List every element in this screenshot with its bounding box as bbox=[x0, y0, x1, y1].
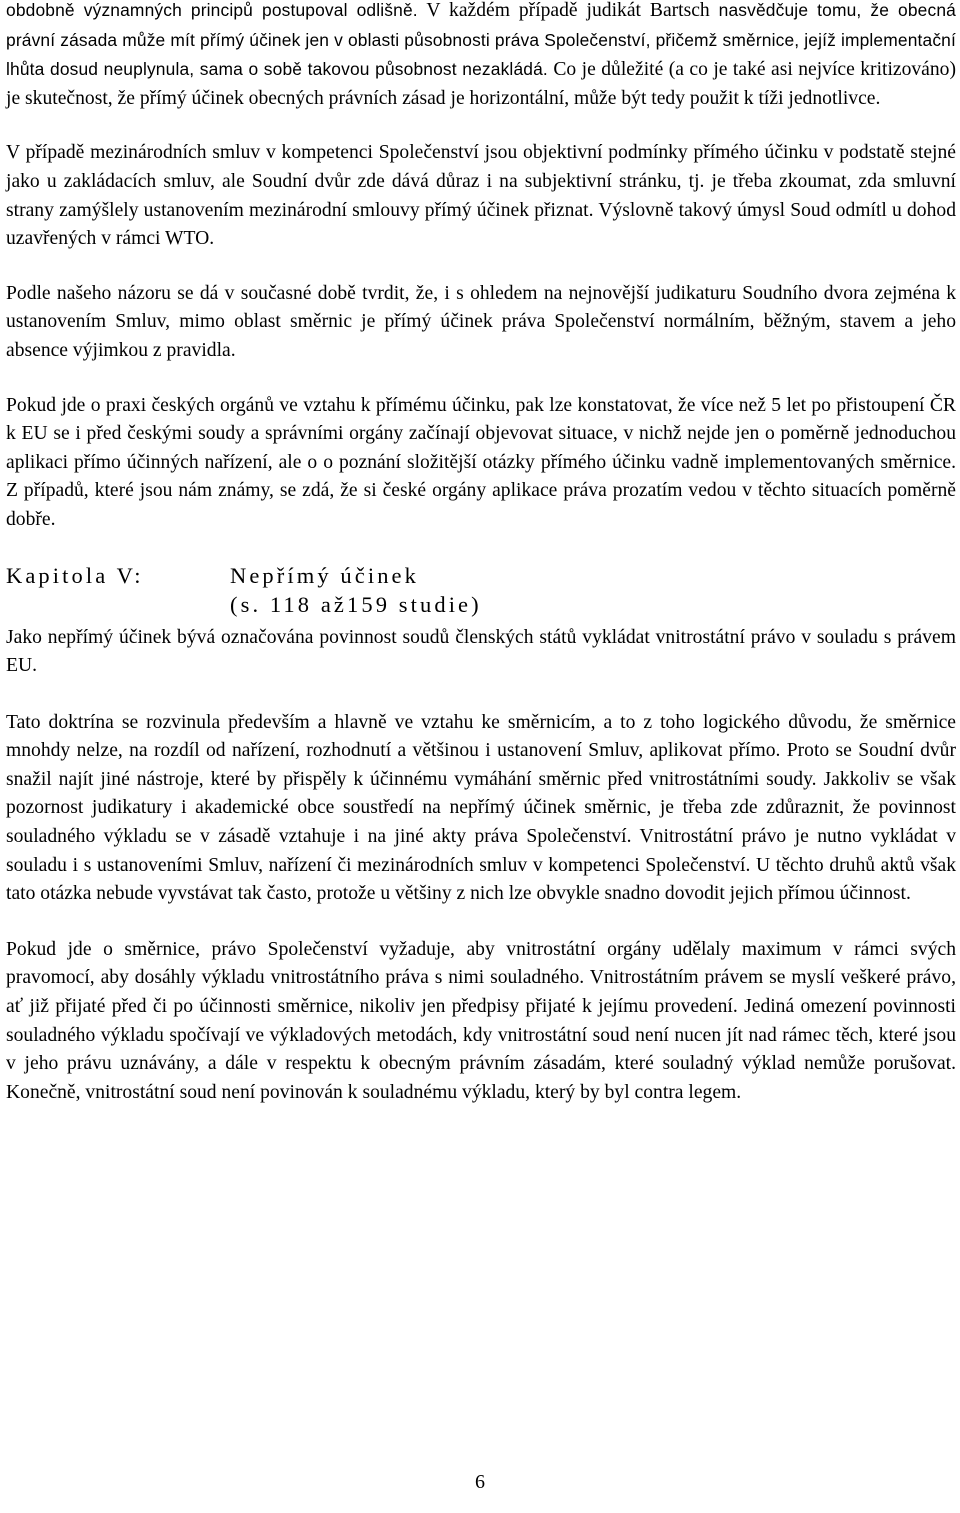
paragraph-2: V případě mezinárodních smluv v kompetenci Společenství jsou objektivní podmínky přímého účinku v podstatě stejné jako u zakládacích smluv, ale Soudní dvůr zde dává důraz i na subjektivní stránku, tj. je třeba zkoumat, zda smluvní strany zamýšlely ustanovením mezinárodní smlouvy přímý účinek přiznat. Výslovně takový úmysl Soud odmítl u dohod uzavřených v rámci WTO. bbox=[6, 142, 956, 250]
paragraph-7: Pokud jde o směrnice, právo Společenství vyžaduje, aby vnitrostátní orgány udělaly maximum v rámci svých pravomocí, aby dosáhly výkladu vnitrostátního práva s nimi souladného. Vnitrostátním právem se myslí veškeré právo, ať již přijaté před či po účinnosti směrnice, nikoliv jen předpisy přijaté k jejímu provedení. Jediná omezení povinnosti souladného výkladu spočívají ve výkladových metodách, kdy vnitrostátní soud není nucen jít nad rámec těch, které jsou v jeho právu uznávány, a dále v respektu k obecným právním zásadám, které souladný výklad nemůže porušovat. Konečně, vnitrostátní soud není povinován k souladnému výkladu, který by byl contra legem. bbox=[6, 938, 956, 1103]
chapter-title: Nepřímý účinek bbox=[230, 562, 419, 588]
paragraph-3: Podle našeho názoru se dá v současné době tvrdit, že, i s ohledem na nejnovější judikaturu Soudního dvora zejména k ustanovením Smluv, mimo oblast směrnic je přímý účinek práva Společenství normálním, běžným, stavem a jeho absence výjimkou z pravidla. bbox=[6, 282, 956, 361]
page-number: 6 bbox=[475, 1471, 485, 1493]
paragraph-1-serif-part-2: Co je důležité (a co je také asi nejvíce kritizováno) je skutečnost, že přímý účinek obecných právních zásad je horizontální, může být tedy použit k tíži jednotlivce. bbox=[6, 59, 957, 109]
chapter-page-range: (s. 118 až159 studie) bbox=[230, 591, 482, 617]
paragraph-1-sans-part: obdobně významných principů postupoval odlišně. bbox=[6, 0, 418, 20]
paragraph-1 bbox=[6, 0, 956, 113]
document-page bbox=[6, 0, 956, 1107]
paragraph-6: Tato doktrína se rozvinula především a hlavně ve vztahu ke směrnicím, a to z toho logického důvodu, že směrnice mnohdy nelze, na rozdíl od nařízení, rozhodnutí a většinou i ustanovení Smluv, aplikovat přímo. Proto se Soudní dvůr snažil najít jiné nástroje, které by přispěly k účinnému vymáhání směrnic před vnitrostátními soudy. Jakkoliv se však pozornost judikatury i akademické obce soustředí na nepřímý účinek směrnic, je třeba zde zdůraznit, že povinnost souladného výkladu se v zásadě vztahuje i na jiné akty práva Společenství. Vnitrostátní právo je nutno vykládat v souladu i s ustanoveními Smluv, nařízení či mezinárodních smluv v kompetenci Společenství. U těchto druhů aktů však tato otázka nebude vyvstávat tak často, protože u většiny z nich lze obvykle snadno dovodit jejich přímou účinnost. bbox=[6, 711, 956, 905]
paragraph-4: Pokud jde o praxi českých orgánů ve vztahu k přímému účinku, pak lze konstatovat, že více než 5 let po přistoupení ČR k EU se i před českými soudy a správními orgány začínají objevovat situace, v nichž nejde jen o poměrně jednoduchou aplikaci přímo účinných nařízení, ale o o poznání složitější otázky přímého účinku vadně implementovaných směrnice. Z případů, které jsou nám známy, se zdá, že si české orgány aplikace práva prozatím vedou v těchto situacích poměrně dobře. bbox=[6, 394, 956, 530]
paragraph-5: Jako nepřímý účinek bývá označována povinnost soudů členských států vykládat vnitrostátní právo v souladu s právem EU. bbox=[6, 626, 956, 677]
chapter-label: Kapitola V: bbox=[6, 562, 144, 588]
paragraph-1-serif-part: V každém případě judikát Bartsch bbox=[417, 0, 710, 21]
paragraph-1-sans-part-2: nasvědčuje tomu, že obecná právní zásada může mít přímý účinek jen v oblasti působnosti práva Společenství, přičemž směrnice, jejíž implementační lhůta dosud neuplynula, sama o sobě takovou působnost nezakládá. bbox=[6, 0, 956, 80]
chapter-heading bbox=[6, 562, 956, 624]
